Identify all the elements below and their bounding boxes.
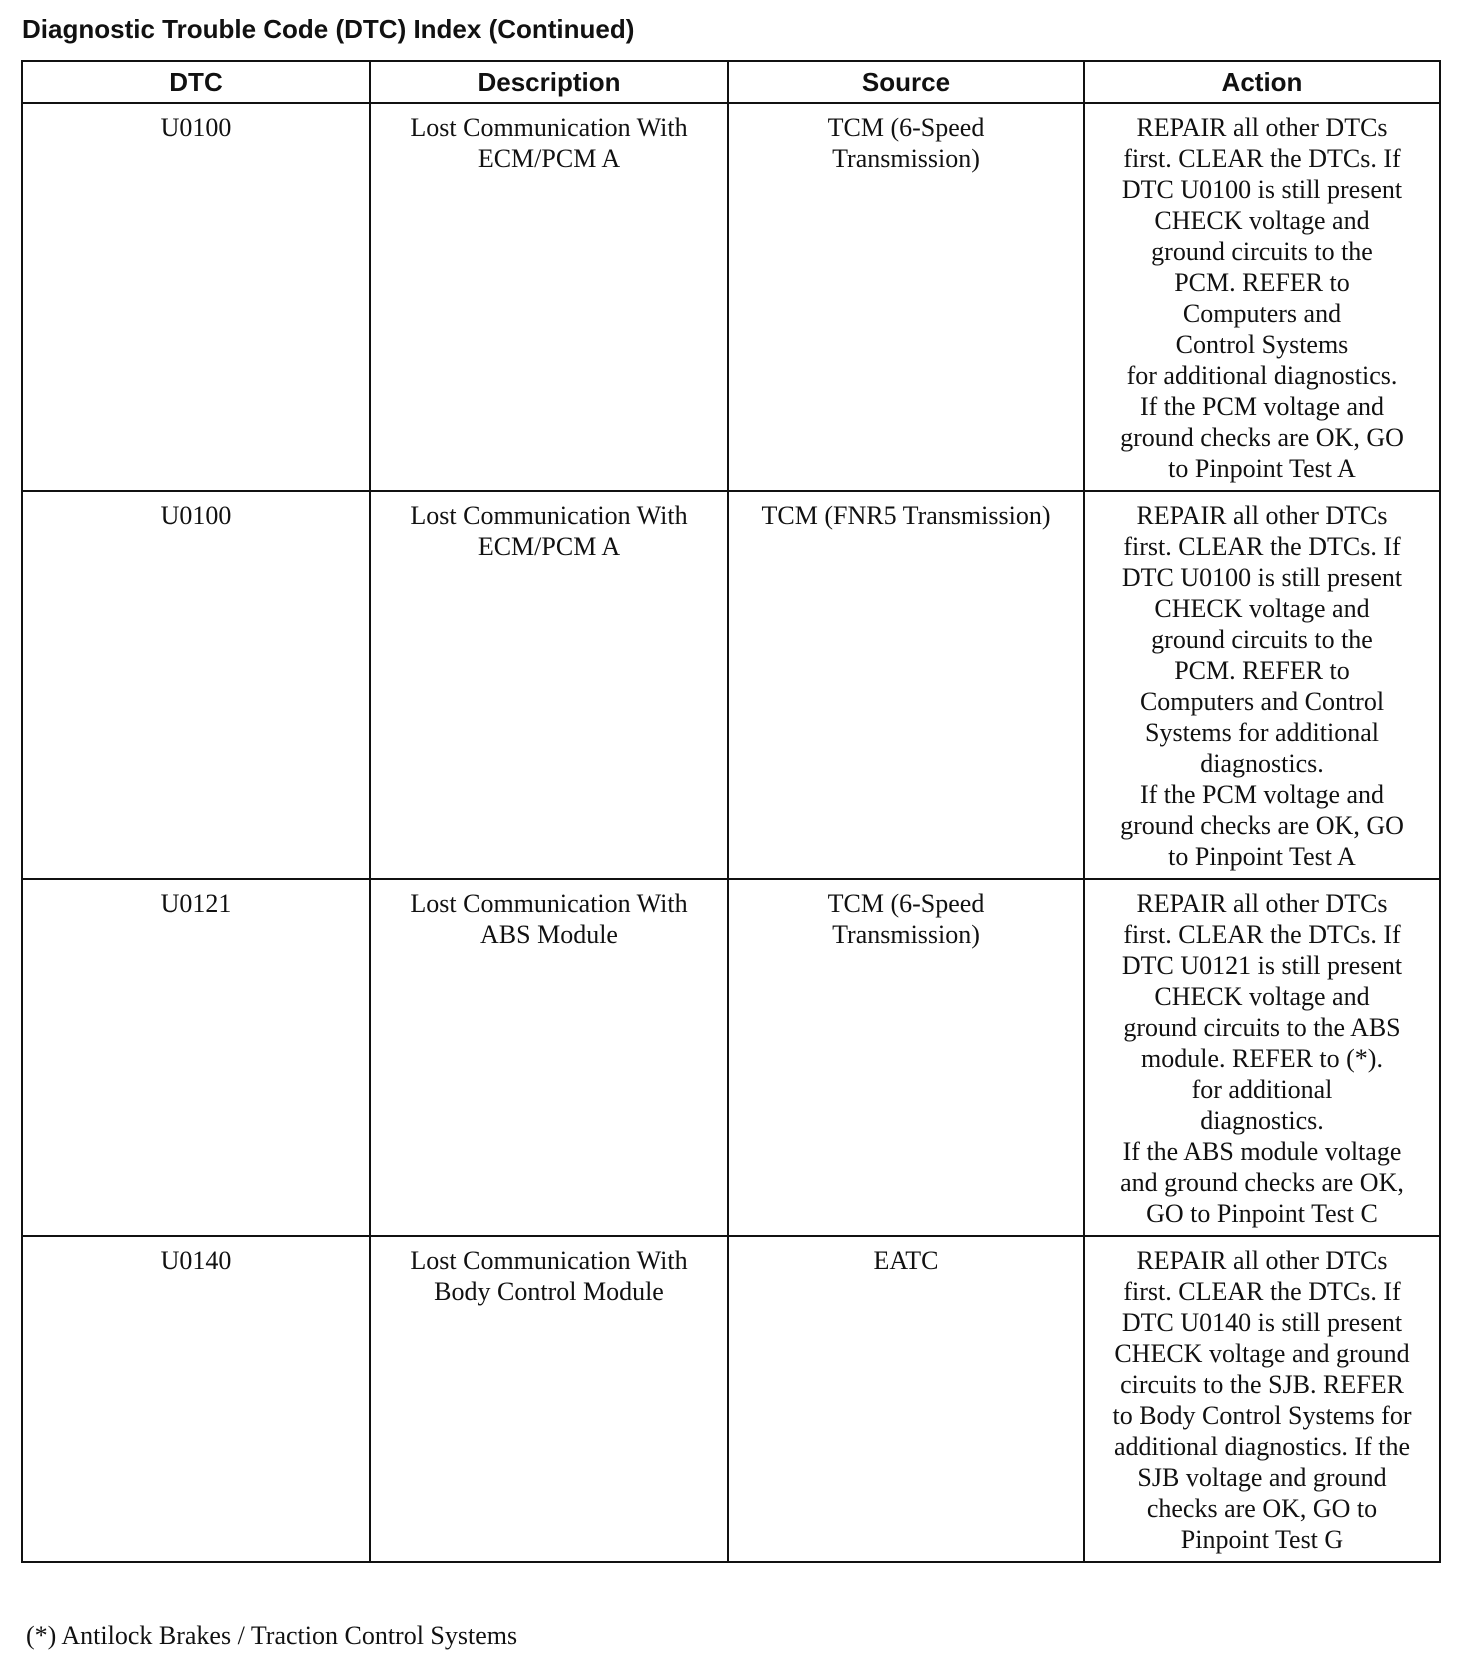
action-line: REPAIR all other DTCs — [1136, 113, 1388, 142]
action-line: circuits to the SJB. REFER — [1120, 1370, 1404, 1399]
description-cell — [370, 491, 728, 879]
dtc-code: U0100 — [160, 113, 232, 142]
action-line: Pinpoint Test G — [1180, 1525, 1344, 1554]
action-line: SJB voltage and ground — [1137, 1463, 1387, 1492]
action-line: ground checks are OK, GO — [1120, 811, 1404, 840]
action-line: first. CLEAR the DTCs. If — [1123, 532, 1401, 561]
action-line: first. CLEAR the DTCs. If — [1123, 144, 1401, 173]
action-cell — [1084, 491, 1440, 879]
table-row — [22, 103, 1440, 491]
action-line: ground checks are OK, GO — [1120, 423, 1404, 452]
dtc-index-table — [21, 60, 1441, 1563]
action-line: additional diagnostics. If the — [1113, 1432, 1411, 1461]
action-line: for additional diagnostics. — [1126, 361, 1398, 390]
dtc-code: U0140 — [160, 1246, 232, 1275]
source-line: TCM (6-Speed — [827, 889, 985, 918]
action-line: Systems for additional — [1145, 718, 1379, 747]
description-line: Body Control Module — [434, 1277, 664, 1306]
dtc-cell — [22, 491, 370, 879]
action-line: DTC U0140 is still present — [1121, 1308, 1403, 1337]
action-line: diagnostics. — [1200, 1106, 1324, 1135]
description-line: Lost Communication With — [410, 501, 688, 530]
action-line: DTC U0100 is still present — [1121, 563, 1403, 592]
action-line: for additional — [1191, 1075, 1333, 1104]
action-line: REPAIR all other DTCs — [1136, 889, 1388, 918]
action-line: module. REFER to (*). — [1141, 1044, 1383, 1073]
action-line: If the PCM voltage and — [1139, 780, 1385, 809]
description-line: ABS Module — [480, 920, 618, 949]
action-line: to Pinpoint Test A — [1168, 842, 1356, 871]
table-row — [22, 1236, 1440, 1562]
action-line: diagnostics. — [1200, 749, 1324, 778]
action-line: to Body Control Systems for — [1112, 1401, 1412, 1430]
source-line: Transmission) — [832, 920, 980, 949]
action-line: CHECK voltage and ground — [1114, 1339, 1410, 1368]
action-line: CHECK voltage and — [1154, 206, 1370, 235]
action-line: ground circuits to the — [1151, 625, 1373, 654]
action-line: Computers and Control — [1139, 687, 1385, 716]
action-cell — [1084, 103, 1440, 491]
action-line: and ground checks are OK, — [1120, 1168, 1404, 1197]
description-cell — [370, 879, 728, 1236]
header-action: Action — [1084, 61, 1440, 103]
description-line: Lost Communication With — [410, 889, 688, 918]
dtc-cell — [22, 1236, 370, 1562]
action-cell — [1084, 879, 1440, 1236]
page-title: Diagnostic Trouble Code (DTC) Index (Continued) — [22, 14, 635, 44]
description-line: Lost Communication With — [410, 113, 688, 142]
action-line: CHECK voltage and — [1154, 594, 1370, 623]
action-line: ground circuits to the — [1151, 237, 1373, 266]
action-line: REPAIR all other DTCs — [1136, 501, 1388, 530]
description-line: ECM/PCM A — [477, 144, 621, 173]
action-line: GO to Pinpoint Test C — [1146, 1199, 1378, 1228]
action-line: checks are OK, GO to — [1146, 1494, 1378, 1523]
action-line: to Pinpoint Test A — [1168, 454, 1356, 483]
dtc-cell — [22, 103, 370, 491]
action-line: If the PCM voltage and — [1139, 392, 1385, 421]
source-cell — [728, 1236, 1084, 1562]
source-cell — [728, 103, 1084, 491]
source-line: Transmission) — [832, 144, 980, 173]
footnote: (*) Antilock Brakes / Traction Control Systems — [26, 1621, 518, 1650]
action-line: first. CLEAR the DTCs. If — [1123, 920, 1401, 949]
table-row — [22, 491, 1440, 879]
source-line: TCM (6-Speed — [827, 113, 985, 142]
action-line: Control Systems — [1175, 330, 1349, 359]
description-cell — [370, 1236, 728, 1562]
table-row — [22, 879, 1440, 1236]
description-line: Lost Communication With — [410, 1246, 688, 1275]
action-line: Computers and — [1182, 299, 1342, 328]
description-cell — [370, 103, 728, 491]
header-source: Source — [728, 61, 1084, 103]
action-line: CHECK voltage and — [1154, 982, 1370, 1011]
action-line: ground circuits to the ABS — [1123, 1013, 1401, 1042]
description-line: ECM/PCM A — [477, 532, 621, 561]
action-line: DTC U0100 is still present — [1121, 175, 1403, 204]
action-line: REPAIR all other DTCs — [1136, 1246, 1388, 1275]
action-line: If the ABS module voltage — [1122, 1137, 1402, 1166]
source-line: EATC — [873, 1246, 939, 1275]
action-cell — [1084, 1236, 1440, 1562]
action-line: PCM. REFER to — [1174, 268, 1350, 297]
source-line: TCM (FNR5 Transmission) — [761, 501, 1051, 530]
dtc-code: U0100 — [160, 501, 232, 530]
header-description: Description — [370, 61, 728, 103]
dtc-cell — [22, 879, 370, 1236]
action-line: first. CLEAR the DTCs. If — [1123, 1277, 1401, 1306]
source-cell — [728, 879, 1084, 1236]
dtc-code: U0121 — [160, 889, 232, 918]
action-line: PCM. REFER to — [1174, 656, 1350, 685]
table-header-row — [22, 61, 1440, 103]
action-line: DTC U0121 is still present — [1121, 951, 1403, 980]
source-cell — [728, 491, 1084, 879]
header-dtc: DTC — [22, 61, 370, 103]
